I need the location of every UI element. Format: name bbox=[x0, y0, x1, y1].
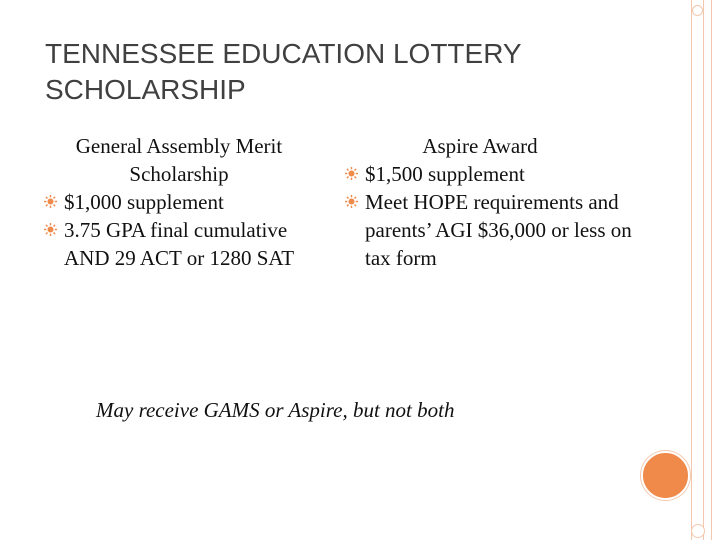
decorative-line bbox=[711, 0, 712, 540]
list-item bbox=[345, 160, 635, 188]
sun-bullet-icon bbox=[44, 223, 57, 236]
bullet-text: Meet HOPE requirements and parents’ AGI $36,000 or less on tax form bbox=[365, 190, 632, 270]
list-item bbox=[44, 216, 324, 272]
decorative-dot bbox=[692, 5, 703, 16]
sun-bullet-icon bbox=[345, 167, 358, 180]
list-item bbox=[345, 188, 635, 272]
decorative-line bbox=[691, 0, 692, 540]
list-item bbox=[44, 188, 324, 216]
decorative-dot bbox=[691, 524, 705, 538]
sun-bullet-icon bbox=[44, 195, 57, 208]
bullet-text: $1,500 supplement bbox=[365, 162, 525, 186]
bullet-text: 3.75 GPA final cumulative AND 29 ACT or 1280 SAT bbox=[64, 218, 295, 270]
left-column bbox=[44, 132, 324, 272]
decorative-circle bbox=[641, 451, 690, 500]
right-column bbox=[345, 132, 635, 272]
right-column-heading: Aspire Award bbox=[422, 134, 538, 158]
left-column-heading: General Assembly Merit Scholarship bbox=[75, 134, 283, 186]
sun-bullet-icon bbox=[345, 195, 358, 208]
slide-title: TENNESSEE EDUCATION LOTTERY SCHOLARSHIP bbox=[45, 38, 522, 105]
bullet-text: $1,000 supplement bbox=[64, 190, 224, 214]
decorative-line bbox=[703, 0, 704, 540]
footnote: May receive GAMS or Aspire, but not both bbox=[96, 398, 455, 422]
